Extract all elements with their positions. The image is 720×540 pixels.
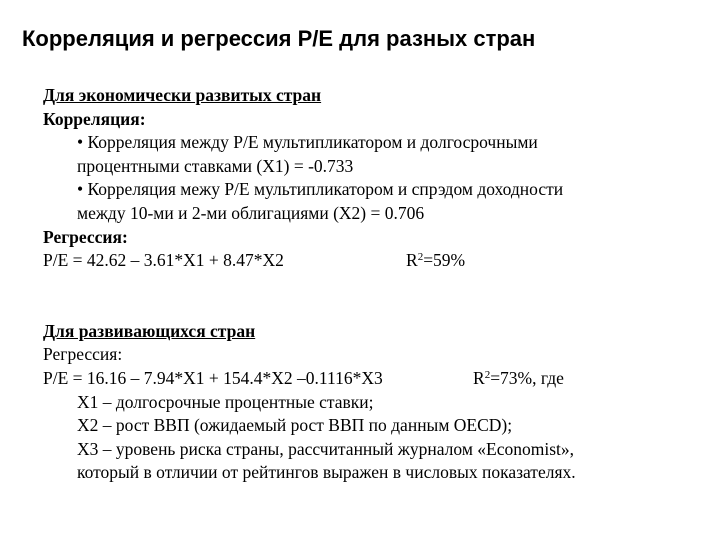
developing-regression-label: Регрессия:: [43, 344, 123, 365]
developed-r2: $R^2=59\%$: [406, 250, 466, 271]
bullet1-line1: • Корреляция между Р/Е мультипликатором и долгосрочными: [77, 132, 538, 153]
developed-correlation-label: Корреляция:: [43, 108, 146, 129]
def-x3-cont: который в отличии от рейтингов выражен в числовых показателях.: [77, 462, 576, 483]
slide-content: [43, 84, 703, 485]
developing-r2: $R^2=73\%$, где: [473, 367, 564, 388]
slide-title: Корреляция и регрессия Р/Е для разных стран: [22, 26, 536, 51]
developed-formula: Р/Е = 42.62 – 3.61*Х1 + 8.47*Х2: [43, 250, 284, 271]
developed-formula-line: [43, 249, 703, 273]
developed-heading: Для экономически развитых стран: [43, 85, 322, 105]
developing-formula: Р/Е = 16.16 – 7.94*Х1 + 154.4*Х2 –0.1116*Х3: [43, 367, 383, 388]
def-x1: Х1 – долгосрочные процентные ставки;: [77, 391, 374, 412]
def-x3: Х3 – уровень риска страны, рассчитанный журналом «Economist»,: [77, 438, 574, 459]
bullet2-line1: • Корреляция межу Р/Е мультипликатором и спрэдом доходности: [77, 179, 564, 200]
developed-regression-label: Регрессия:: [43, 226, 128, 247]
developing-heading: Для развивающихся стран: [43, 320, 256, 341]
def-x2: Х2 – рост ВВП (ожидаемый рост ВВП по данным OECD);: [77, 415, 513, 436]
bullet1-line2: процентными ставками (Х1) = -0.733: [77, 155, 354, 176]
developing-formula-line: [43, 367, 703, 391]
bullet2-line2: между 10-ми и 2-ми облигациями (Х2) = 0.706: [77, 202, 425, 223]
